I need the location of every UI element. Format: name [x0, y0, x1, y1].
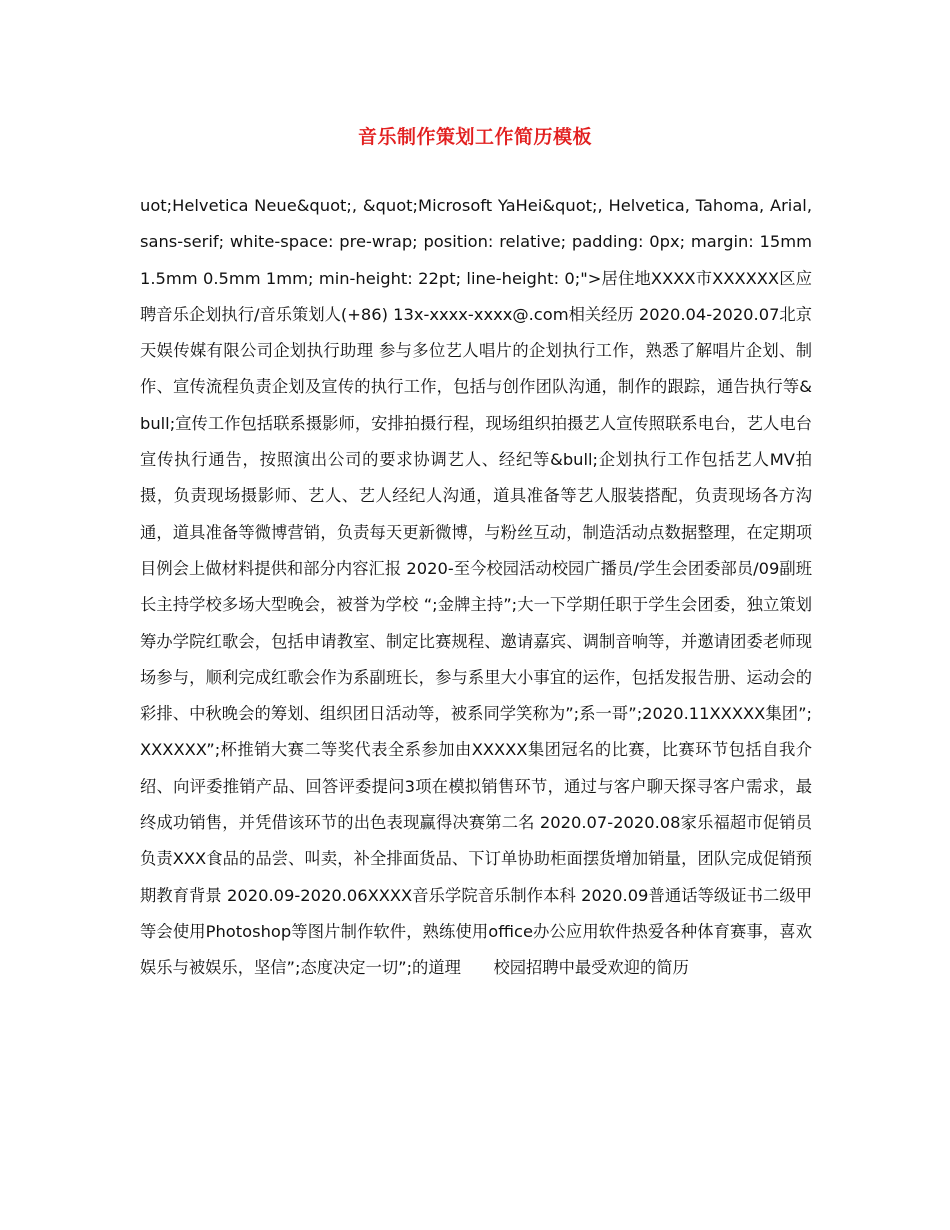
document-title: 音乐制作策划工作简历模板 [357, 126, 592, 148]
document-body-text: uot;Helvetica Neue&quot;, &quot;Microsoft YaHei&quot;, Helvetica, Tahoma, Arial, sans-serif; white-space: pre-wrap; position: relative; padding: 0px; margin: 15mm 1.5mm 0.5mm 1mm; min-height: 22pt; line-height: 0;">居住地XXXX市XXXXXX区应聘音乐企划执行/音乐策划人(+86) 13x-xxxx-xxxx@.com相关经历 2020.04-2020.07北京天娱传媒有限公司企划执行助理 参与多位艺人唱片的企划执行工作，熟悉了解唱片企划、制作、宣传流程负责企划及宣传的执行工作，包括与创作团队沟通，制作的跟踪，通告执行等&bull;宣传工作包括联系摄影师，安排拍摄行程，现场组织拍摄艺人宣传照联系电台，艺人电台宣传执行通告，按照演出公司的要求协调艺人、经纪等&bull;企划执行工作包括艺人MV拍摄，负责现场摄影师、艺人、艺人经纪人沟通，道具准备等艺人服装搭配，负责现场各方沟通，道具准备等微博营销，负责每天更新微博，与粉丝互动，制造活动点数据整理，在定期项目例会上做材料提供和部分内容汇报 2020-至今校园活动校园广播员/学生会团委部员/09副班长主持学校多场大型晚会，被誉为学校 “;金牌主持”;大一下学期任职于学生会团委，独立策划筹办学院红歌会，包括申请教室、制定比赛规程、邀请嘉宾、调制音响等，并邀请团委老师现场参与，顺利完成红歌会作为系副班长，参与系里大小事宜的运作，包括发报告册、运动会的彩排、中秋晚会的筹划、组织团日活动等，被系同学笑称为”;系一哥”;2020.11XXXXX集团”;XXXXXX”;杯推销大赛二等奖代表全系参加由XXXXX集团冠名的比赛，比赛环节包括自我介绍、向评委推销产品、回答评委提问3项在模拟销售环节，通过与客户聊天探寻客户需求，最终成功销售，并凭借该环节的出色表现赢得决赛第二名 2020.07-2020.08家乐福超市促销员负责XXX食品的品尝、叫卖，补全排面货品、下订单协助柜面摆货增加销量，团队完成促销预期教育背景 2020.09-2020.06XXXX音乐学院音乐制作本科 2020.09普通话等级证书二级甲等会使用Photoshop等图片制作软件，熟练使用office办公应用软件热爱各种体育赛事，喜欢娱乐与被娱乐，坚信”;态度决定一切”;的道理 校园招聘中最受欢迎的简历 [140, 196, 812, 978]
